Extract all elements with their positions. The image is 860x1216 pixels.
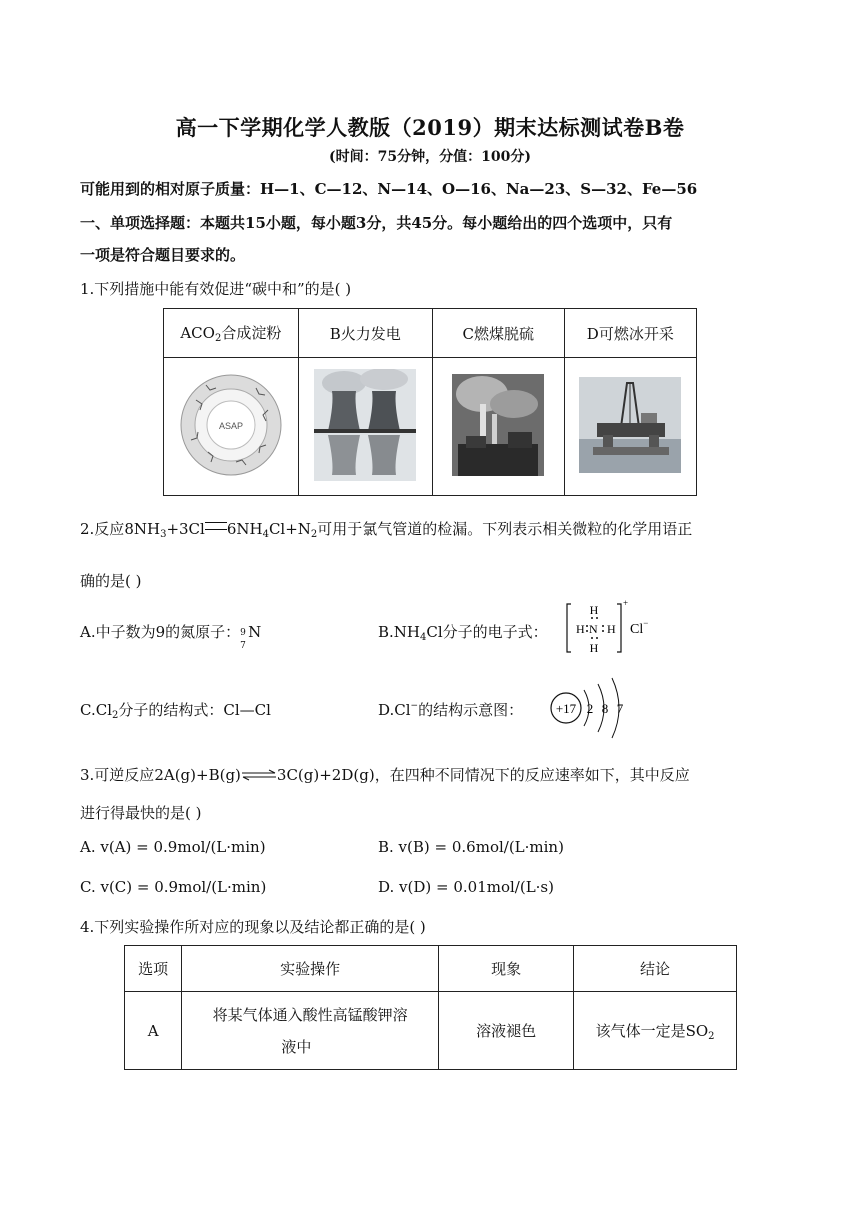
- svg-text:ASAP: ASAP: [218, 420, 243, 431]
- svg-text:7: 7: [616, 701, 624, 716]
- atom-structure-diagram: [544, 676, 636, 740]
- q3-option-c: C. v(C) = 0.9mol/(L·min): [80, 878, 267, 896]
- starch-synthesis-diagram: [176, 370, 286, 480]
- svg-text:8: 8: [601, 701, 609, 716]
- q4-table: [124, 945, 737, 1070]
- q1-option-b-label: B火力发电: [298, 309, 432, 358]
- reversible-arrow-icon: [241, 769, 277, 781]
- coal-plant-photo: [452, 374, 544, 476]
- q1-stem: 1.下列措施中能有效促进“碳中和”的是( ): [80, 280, 352, 298]
- q3-option-a: A. v(A) = 0.9mol/(L·min): [80, 838, 266, 856]
- q2-option-a: A.中子数为9的氮原子： 9 7 N: [80, 623, 262, 651]
- oil-rig-photo: [579, 377, 681, 473]
- q2-option-d: D.Cl−的结构示意图：: [378, 701, 524, 719]
- svg-text:H: H: [607, 622, 616, 636]
- section-instructions-line1: 一、单项选择题：本题共15小题，每小题3分，共45分。每小题给出的四个选项中，只有: [80, 214, 673, 232]
- q4-header-conclusion: 结论: [574, 946, 737, 992]
- q4-stem: 4.下列实验操作所对应的现象以及结论都正确的是( ): [80, 918, 426, 936]
- q4-header-operation: 实验操作: [182, 946, 439, 992]
- svg-text:+17: +17: [555, 701, 577, 716]
- q1-option-a-image: [164, 358, 299, 496]
- q2-stem: 2.反应$8NH_3+3Cl$ $6NH_4Cl+N_2$可用于氯气管道的检漏。下列表示相关微粒的化学用语正: [80, 520, 693, 540]
- q1-option-b-image: [298, 358, 432, 496]
- exam-info: (时间：75分钟，分值：100分): [329, 149, 531, 165]
- electron-formula-diagram: [563, 600, 673, 656]
- q1-option-d-image: [564, 358, 696, 496]
- q2-option-b: $B.NH_4Cl$分子的电子式：: [378, 623, 548, 643]
- q2-option-c: $C.Cl_2$分子的结构式：Cl—Cl: [80, 701, 271, 721]
- svg-text:2: 2: [586, 701, 594, 716]
- svg-text:N: N: [589, 622, 598, 636]
- q2-stem-line2: 确的是( ): [80, 572, 142, 590]
- svg-text:Cl−: Cl−: [630, 618, 649, 637]
- page-title: 高一下学期化学人教版（2019）期末达标测试卷B卷: [175, 115, 685, 140]
- power-plant-photo: [314, 369, 416, 481]
- q3-option-d: D. v(D) = 0.01mol/(L·s): [378, 878, 554, 896]
- atomic-mass-note: 可能用到的相对原子质量：H—1、C—12、N—14、O—16、Na—23、S—32、Fe—56: [80, 180, 698, 198]
- section-instructions-line2: 一项是符合题目要求的。: [80, 246, 246, 264]
- q4-header-phenomenon: 现象: [439, 946, 574, 992]
- q3-option-b: B. v(B) = 0.6mol/(L·min): [378, 838, 564, 856]
- q3-stem-line2: 进行得最快的是( ): [80, 804, 202, 822]
- q4-row-operation: 将某气体通入酸性高锰酸钾溶 液中: [182, 992, 439, 1070]
- svg-text:H: H: [576, 622, 585, 636]
- svg-text:+: +: [623, 600, 629, 608]
- q1-option-c-image: [432, 358, 564, 496]
- q3-stem: 3.可逆反应2A(g)+B(g) 3C(g)+2D(g)，在四种不同情况下的反应速率如下，其中反应: [80, 766, 690, 784]
- equals-sign-icon: [205, 522, 227, 530]
- q1-option-a-label: $ACO_2$合成淀粉: [164, 309, 299, 358]
- q4-row-option: A: [125, 992, 182, 1070]
- svg-text:H: H: [589, 603, 599, 617]
- svg-text:H: H: [589, 641, 599, 655]
- q4-row-phenomenon: 溶液褪色: [439, 992, 574, 1070]
- q1-option-d-label: D可燃冰开采: [564, 309, 696, 358]
- q4-header-option: 选项: [125, 946, 182, 992]
- q1-option-c-label: C燃煤脱硫: [432, 309, 564, 358]
- q4-row-conclusion: 该气体一定是$SO_2$: [574, 992, 737, 1070]
- q1-options-table: [163, 308, 697, 496]
